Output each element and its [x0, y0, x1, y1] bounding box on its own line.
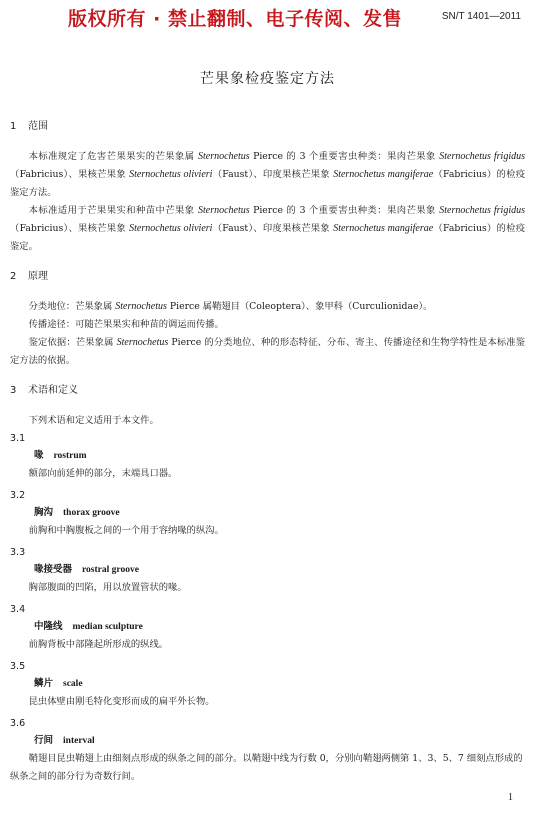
term-name: 胸沟 thorax groove: [34, 507, 120, 518]
section-number: 3: [10, 385, 17, 396]
section-heading-terms: [10, 384, 525, 398]
principle-paragraph-1: 分类地位：芒果象属 Sternochetus Pierce 属鞘翅目（Coleoptera）、象甲科（Curculionidae）。: [28, 301, 433, 312]
term-definition: 鞘翅目昆虫鞘翅上由细刻点形成的纵条之间的部分。以鞘翅中线为行数 0，分别向鞘翅两侧第 1、3、5、7 细刻点形成的纵条之间的部分行为奇数行间。: [10, 753, 523, 782]
section-number: 1: [10, 121, 17, 132]
section-number: 2: [10, 271, 17, 282]
term-name: 喙 rostrum: [34, 450, 87, 461]
term-number: 3.5: [10, 661, 26, 672]
scope-paragraph-2: 本标准适用于芒果果实和种苗中芒果象 Sternochetus Pierce 的 3 个重要害虫种类：果肉芒果象 Sternochetus frigidus（Fabricius）、果核芒果象 Sternochetus olivieri（Faust）、印度果核芒果象 Sternochetus mangiferae（Fabricius）的检疫鉴定。: [10, 205, 526, 252]
principle-paragraph-3: 鉴定依据：芒果象属 Sternochetus Pierce 的分类地位、种的形态特征、分布、寄主、传播途径和生物学特性是本标准鉴定方法的依据。: [10, 337, 525, 366]
section-heading-scope: [10, 120, 525, 134]
principle-paragraph-2: 传播途径：可随芒果果实和种苗的调运而传播。: [28, 319, 224, 330]
document-title: 芒果象检疫鉴定方法: [200, 71, 335, 87]
term-entry: [10, 487, 525, 540]
term-name: 行间 interval: [34, 735, 95, 746]
term-entry: [10, 430, 525, 483]
term-definition: 额部向前延伸的部分，末端具口器。: [28, 468, 178, 479]
section-heading-principle: [10, 270, 525, 284]
term-name: 中隆线 median sculpture: [34, 621, 143, 632]
term-entry: [10, 601, 525, 654]
term-name: 喙接受器 rostral groove: [34, 564, 139, 575]
term-number: 3.3: [10, 547, 26, 558]
term-entry: [10, 715, 525, 786]
term-number: 3.6: [10, 718, 26, 729]
term-entry: [10, 658, 525, 711]
copyright-watermark: 版权所有 · 禁止翻制、电子传阅、发售: [68, 8, 402, 30]
standard-code: SN/T 1401—2011: [441, 11, 521, 22]
term-number: 3.2: [10, 490, 26, 501]
terms-intro: 下列术语和定义适用于本文件。: [28, 415, 159, 426]
term-definition: 前胸背板中部隆起所形成的纵线。: [28, 639, 169, 650]
term-definition: 前胸和中胸腹板之间的一个用于容纳喙的纵沟。: [28, 525, 224, 536]
page-number: 1: [508, 792, 513, 803]
term-entry: [10, 544, 525, 597]
section-title: 范围: [28, 121, 48, 132]
section-title: 术语和定义: [28, 385, 78, 396]
term-number: 3.4: [10, 604, 26, 615]
term-definition: 胸部腹面的凹陷，用以放置管状的喙。: [28, 582, 187, 593]
term-definition: 昆虫体壁由刚毛特化变形而成的扁平外长物。: [28, 696, 215, 707]
document-body: [10, 120, 525, 790]
section-title: 原理: [28, 271, 48, 282]
term-number: 3.1: [10, 433, 26, 444]
term-name: 鳞片 scale: [34, 678, 83, 689]
scope-paragraph-1: 本标准规定了危害芒果果实的芒果象属 Sternochetus Pierce 的 3 个重要害虫种类：果肉芒果象 Sternochetus frigidus（Fabricius）、果核芒果象 Sternochetus olivieri（Faust）、印度果核芒果象 Sternochetus mangiferae（Fabricius）的检疫鉴定方法。: [10, 151, 526, 198]
